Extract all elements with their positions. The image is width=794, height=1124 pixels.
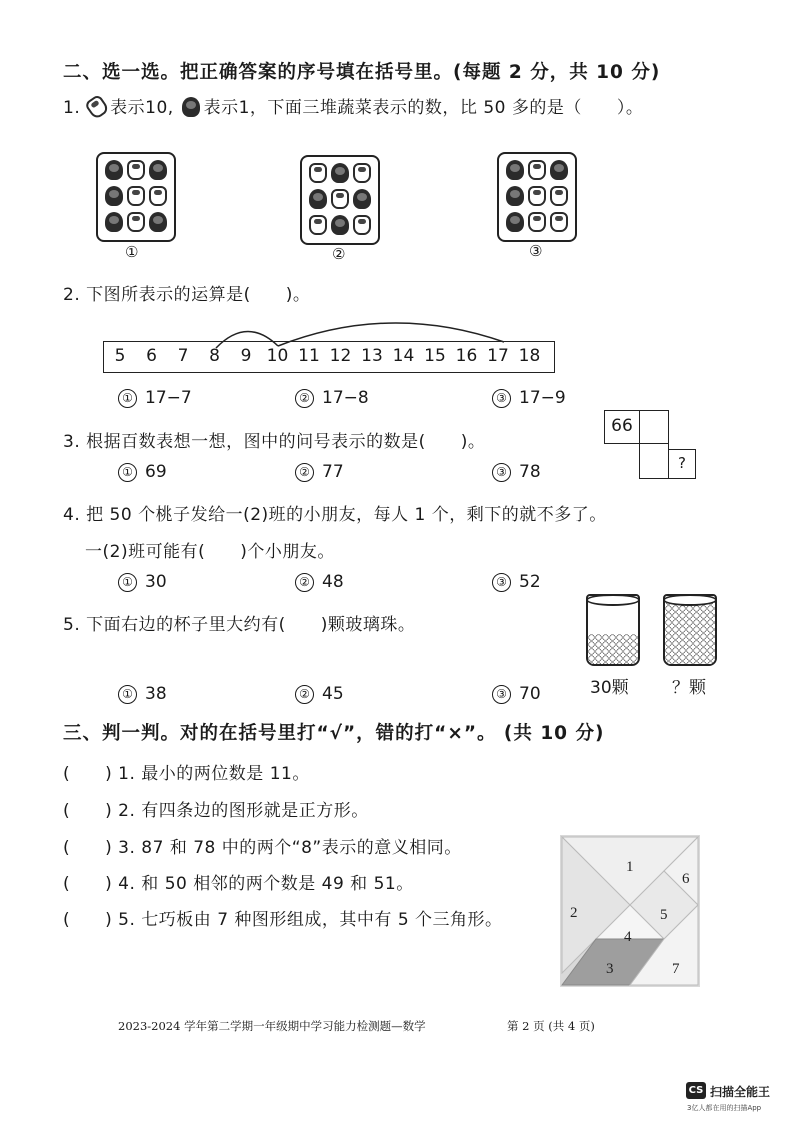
number-line-tick: 6 (146, 346, 157, 366)
cup-right-label: ？颗 (672, 678, 706, 698)
cell-question: ? (668, 449, 696, 479)
cell-66: 66 (604, 410, 640, 444)
tangram-label-3: 3 (606, 961, 614, 977)
q4-option-1: ① 30 (118, 572, 167, 592)
tangram-label-5: 5 (660, 907, 668, 923)
number-line-tick: 16 (455, 346, 478, 366)
section3-title: 三、判一判。对的在括号里打“√”，错的打“×”。 (共 10 分) (63, 723, 605, 744)
number-line-tick: 15 (424, 346, 446, 366)
q5-option-2: ② 45 (295, 684, 344, 704)
judge-item-4: ( ) 4. 和 50 相邻的两个数是 49 和 51。 (63, 874, 414, 894)
pile-3-label: ③ (529, 242, 543, 260)
q2-option-3: ③ 17−9 (492, 388, 566, 408)
tangram-label-1: 1 (626, 859, 634, 875)
footer-page: 第 2 页 (共 4 页) (507, 1019, 595, 1033)
pile-2-label: ② (332, 245, 346, 263)
q4-option-2: ② 48 (295, 572, 344, 592)
judge-item-1: ( ) 1. 最小的两位数是 11。 (63, 764, 310, 784)
judge-item-3: ( ) 3. 87 和 78 中的两个“8”表示的意义相同。 (63, 838, 462, 858)
cell-empty-3 (639, 449, 669, 479)
cabbage-icon (182, 97, 202, 117)
number-line (103, 341, 555, 373)
number-line-tick: 5 (114, 346, 126, 366)
judge-item-2: ( ) 2. 有四条边的图形就是正方形。 (63, 801, 369, 821)
q1-text-a: 表示10, (110, 98, 174, 118)
cup-30-beads (586, 594, 640, 666)
question-1 (63, 93, 643, 118)
pepper-icon (88, 97, 108, 117)
number-line-tick: 13 (361, 346, 383, 366)
watermark-tagline: 3亿人都在用的扫描App (687, 1104, 762, 1112)
section2-title: 二、选一选。把正确答案的序号填在括号里。(每题 2 分，共 10 分) (63, 62, 661, 83)
watermark-name: 扫描全能王 (710, 1085, 771, 1099)
answer-paren-2[interactable]: ( ) (63, 801, 113, 821)
q5-option-3: ③ 70 (492, 684, 541, 704)
number-line-tick: 14 (392, 346, 415, 366)
number-line-tick: 12 (329, 346, 352, 366)
number-line-tick: 17 (487, 346, 509, 366)
q4-option-3: ③ 52 (492, 572, 541, 592)
q1-number: 1. (63, 98, 81, 118)
answer-paren-4[interactable]: ( ) (63, 874, 113, 894)
vegetable-pile-1 (96, 152, 176, 242)
question-5: 5. 下面右边的杯子里大约有( )颗玻璃珠。 (63, 615, 416, 635)
cup-left-label: 30颗 (590, 678, 629, 698)
question-4-line2: 一(2)班可能有( )个小朋友。 (85, 542, 335, 562)
number-line-tick: 7 (177, 346, 189, 366)
judge-item-5: ( ) 5. 七巧板由 7 种图形组成，其中有 5 个三角形。 (63, 910, 503, 930)
number-line-tick: 11 (298, 346, 320, 366)
cell-empty-1 (639, 410, 669, 444)
answer-paren-3[interactable]: ( ) (63, 838, 113, 858)
number-line-tick: 8 (209, 346, 220, 366)
q3-option-3: ③ 78 (492, 462, 541, 482)
tangram-figure (560, 835, 700, 987)
tangram-label-4: 4 (624, 929, 632, 945)
q2-option-1: ① 17−7 (118, 388, 192, 408)
cup-unknown-beads (663, 594, 717, 666)
q2-option-2: ② 17−8 (295, 388, 369, 408)
vegetable-pile-3 (497, 152, 577, 242)
q3-option-2: ② 77 (295, 462, 344, 482)
tangram-label-6: 6 (682, 871, 690, 887)
tangram-label-2: 2 (570, 905, 578, 921)
footer-title: 2023-2024 学年第二学期一年级期中学习能力检测题—数学 (118, 1019, 426, 1033)
camscanner-logo-icon: CS (686, 1082, 706, 1099)
vegetable-pile-2 (300, 155, 380, 245)
q3-option-1: ① 69 (118, 462, 167, 482)
question-3: 3. 根据百数表想一想，图中的问号表示的数是( )。 (63, 432, 486, 452)
question-2: 2. 下图所表示的运算是( )。 (63, 285, 311, 305)
number-line-tick: 18 (518, 346, 541, 366)
question-4-line1: 4. 把 50 个桃子发给一(2)班的小朋友，每人 1 个，剩下的就不多了。 (63, 505, 607, 525)
pile-1-label: ① (125, 243, 139, 261)
answer-paren-5[interactable]: ( ) (63, 910, 113, 930)
answer-paren-1[interactable]: ( ) (63, 764, 113, 784)
q5-option-1: ① 38 (118, 684, 167, 704)
number-line-tick: 10 (266, 346, 289, 366)
tangram-label-7: 7 (672, 961, 680, 977)
q1-text-b: 表示1，下面三堆蔬菜表示的数，比 50 多的是（ ）。 (203, 98, 644, 118)
number-line-tick: 9 (240, 346, 252, 366)
